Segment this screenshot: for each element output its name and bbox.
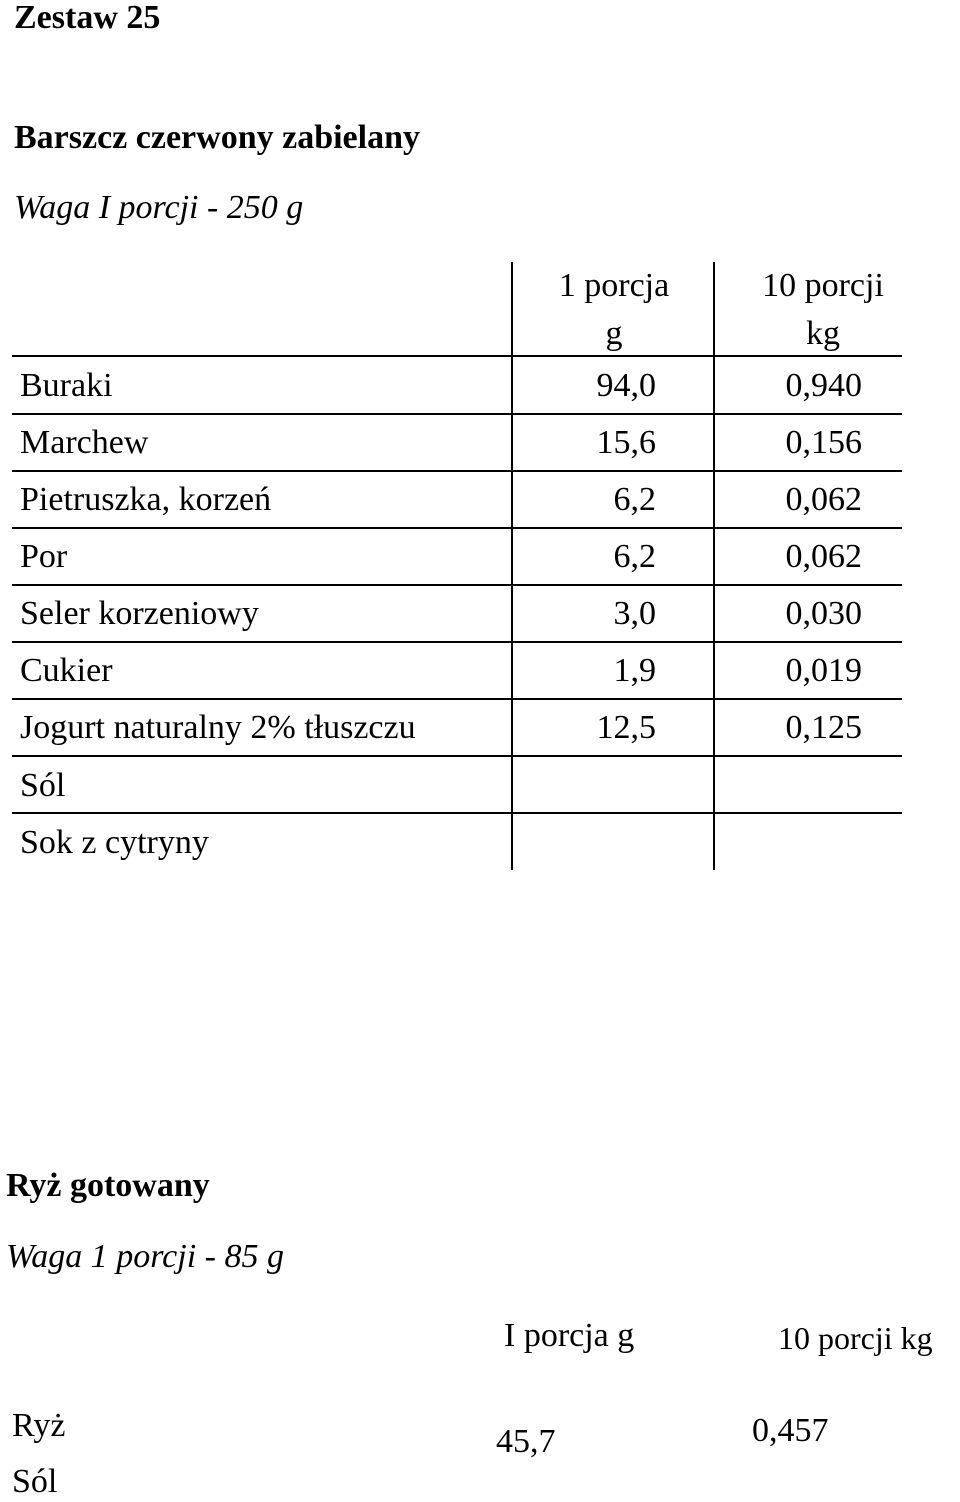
ingredient-name: Pietruszka, korzeń	[20, 481, 272, 518]
ten-portion-amount: 0,156	[785, 424, 862, 461]
portion-weight: Waga 1 porcji - 85 g	[6, 1238, 284, 1275]
portion-amount: 6,2	[613, 481, 656, 518]
ingredient-name: Marchew	[20, 424, 149, 461]
ingredient-name: Sól	[12, 1463, 58, 1500]
ten-portion-amount: 0,125	[785, 709, 862, 746]
header-portion-label: I porcja g	[504, 1317, 635, 1354]
row-divider	[12, 812, 902, 814]
ingredient-name: Seler korzeniowy	[20, 595, 259, 632]
header-ten-label: 10 porcji	[762, 267, 884, 304]
ingredient-name: Buraki	[20, 367, 113, 404]
portion-amount: 3,0	[613, 595, 656, 632]
ingredient-name: Por	[20, 538, 68, 575]
ten-portion-amount: 0,457	[752, 1412, 829, 1449]
dish-title: Ryż gotowany	[6, 1167, 210, 1204]
ten-portion-amount: 0,030	[785, 595, 862, 632]
portion-amount: 12,5	[596, 709, 656, 746]
ten-portion-amount: 0,019	[785, 652, 862, 689]
row-divider	[12, 698, 902, 700]
dish-title: Barszcz czerwony zabielany	[14, 119, 420, 156]
row-divider	[12, 755, 902, 757]
header-portion-unit: g	[605, 315, 623, 352]
portion-amount: 1,9	[613, 652, 656, 689]
portion-amount: 45,7	[496, 1423, 556, 1460]
set-title: Zestaw 25	[14, 0, 161, 36]
header-ten-label: 10 porcji kg	[778, 1320, 933, 1356]
portion-amount: 94,0	[596, 367, 656, 404]
row-divider	[12, 527, 902, 529]
portion-amount: 15,6	[596, 424, 656, 461]
ten-portion-amount: 0,062	[785, 481, 862, 518]
row-divider	[12, 641, 902, 643]
row-divider	[12, 413, 902, 415]
row-divider	[12, 584, 902, 586]
portion-weight: Waga I porcji - 250 g	[14, 189, 304, 226]
ten-portion-amount: 0,062	[785, 538, 862, 575]
ten-portion-amount: 0,940	[785, 367, 862, 404]
header-portion-label: 1 porcja	[558, 267, 670, 304]
ingredient-name: Sól	[20, 767, 66, 804]
header-ten-unit: kg	[806, 315, 840, 352]
row-divider	[12, 355, 902, 357]
ingredient-name: Cukier	[20, 652, 113, 689]
ingredient-name: Ryż	[12, 1407, 66, 1444]
row-divider	[12, 470, 902, 472]
ingredient-name: Sok z cytryny	[20, 824, 209, 861]
ingredient-name: Jogurt naturalny 2% tłuszczu	[20, 709, 416, 746]
portion-amount: 6,2	[613, 538, 656, 575]
